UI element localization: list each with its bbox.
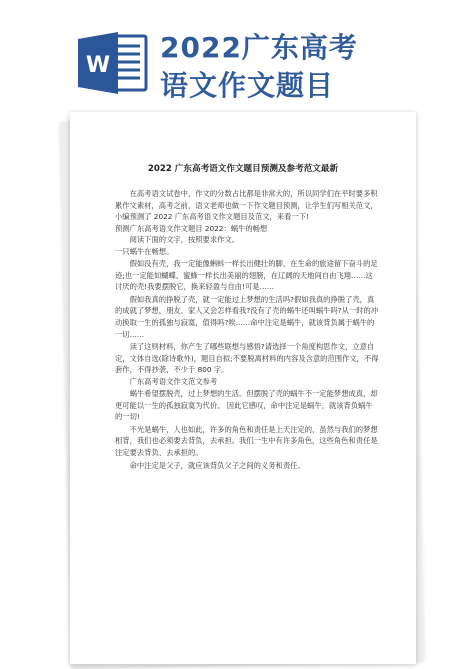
paragraph-task: 读了这则材料，你产生了哪些联想与感悟?请选择一个角度构思作文，立意自定，文体自选(除诗歌外)，题目自拟;不要脱离材料的内容及含意的范围作文，不得套作，不得抄袭，不少于 800 字。 — [115, 342, 379, 375]
document-body — [115, 188, 379, 471]
paragraph-topic-heading: 预测广东高考语文作文题目 2022：蜗牛的畅想 — [115, 223, 268, 233]
document-page — [70, 112, 416, 664]
paragraph-snail-doubt: 假如我真的挣脱了壳，就一定能过上梦想的生活吗?假如我真的挣脱了壳，真的成就了梦想，朋友、家人又会怎样看我?没有了壳的蜗牛还叫蜗牛吗?从一时的冲动换取一生的孤独与寂寞，值得吗?唉……命中注定是蜗牛，就该背负属于蜗牛的一切…… — [115, 294, 379, 339]
page-header — [0, 0, 474, 112]
paragraph-sample-heading: 广东高考语文作文范文参考 — [129, 376, 218, 386]
paragraph-instruction: 阅读下面的文字，按照要求作文。 — [129, 235, 240, 245]
paragraph-snail-line: 一只蜗牛在畅想。 — [115, 246, 174, 256]
word-icon-letter: W — [85, 53, 111, 78]
page-title-line-1: 2022广东高考 — [160, 31, 358, 64]
paragraph-intro: 在高考语文试卷中，作文的分数占比都是非常大的，所以同学们在平时要多积累作文素材，高考之前，语文老师也做一下作文题目预测，让学生们写相关范文，小编预测了 2022 广东高考语文作文题目及范文，来看一下! — [115, 189, 378, 222]
paragraph-sample-3: 命中注定是父子，就应该背负父子之间的义务和责任。 — [129, 460, 305, 470]
paragraph-snail-dream: 假如没有壳，我一定能像蝌蚪一样长出健壮的脚，在生命的旅途留下奋斗的足迹;也一定能如蝴蝶、蜜蜂一样长出美丽的翅膀，在辽阔的天地间自由飞翔……这讨厌的壳!我要摆脱它，换来轻盈与自由!可是…… — [115, 259, 378, 292]
document-title: 2022 广东高考语文作文题目预测及参考范文最新 — [147, 164, 339, 174]
page-title-line-2: 语文作文题目 — [160, 69, 335, 102]
paragraph-sample-2: 不光是蜗牛，人也如此，许多的角色和责任是上天注定的，虽然与我们的梦想相背，我们也必须要去背负，去承担。我们一生中有许多角色，这些角色和责任是注定要去背负、去承担的。 — [115, 424, 378, 458]
paragraph-sample-1: 蜗牛希望摆脱壳，过上梦想的生活。但摆脱了壳的蜗牛不一定能梦想成真，却更可能以一生的孤独寂寞为代价。 因此它感叹，命中注定是蜗牛，就该背负蜗牛的一切! — [115, 389, 378, 422]
word-document-icon — [78, 30, 150, 96]
